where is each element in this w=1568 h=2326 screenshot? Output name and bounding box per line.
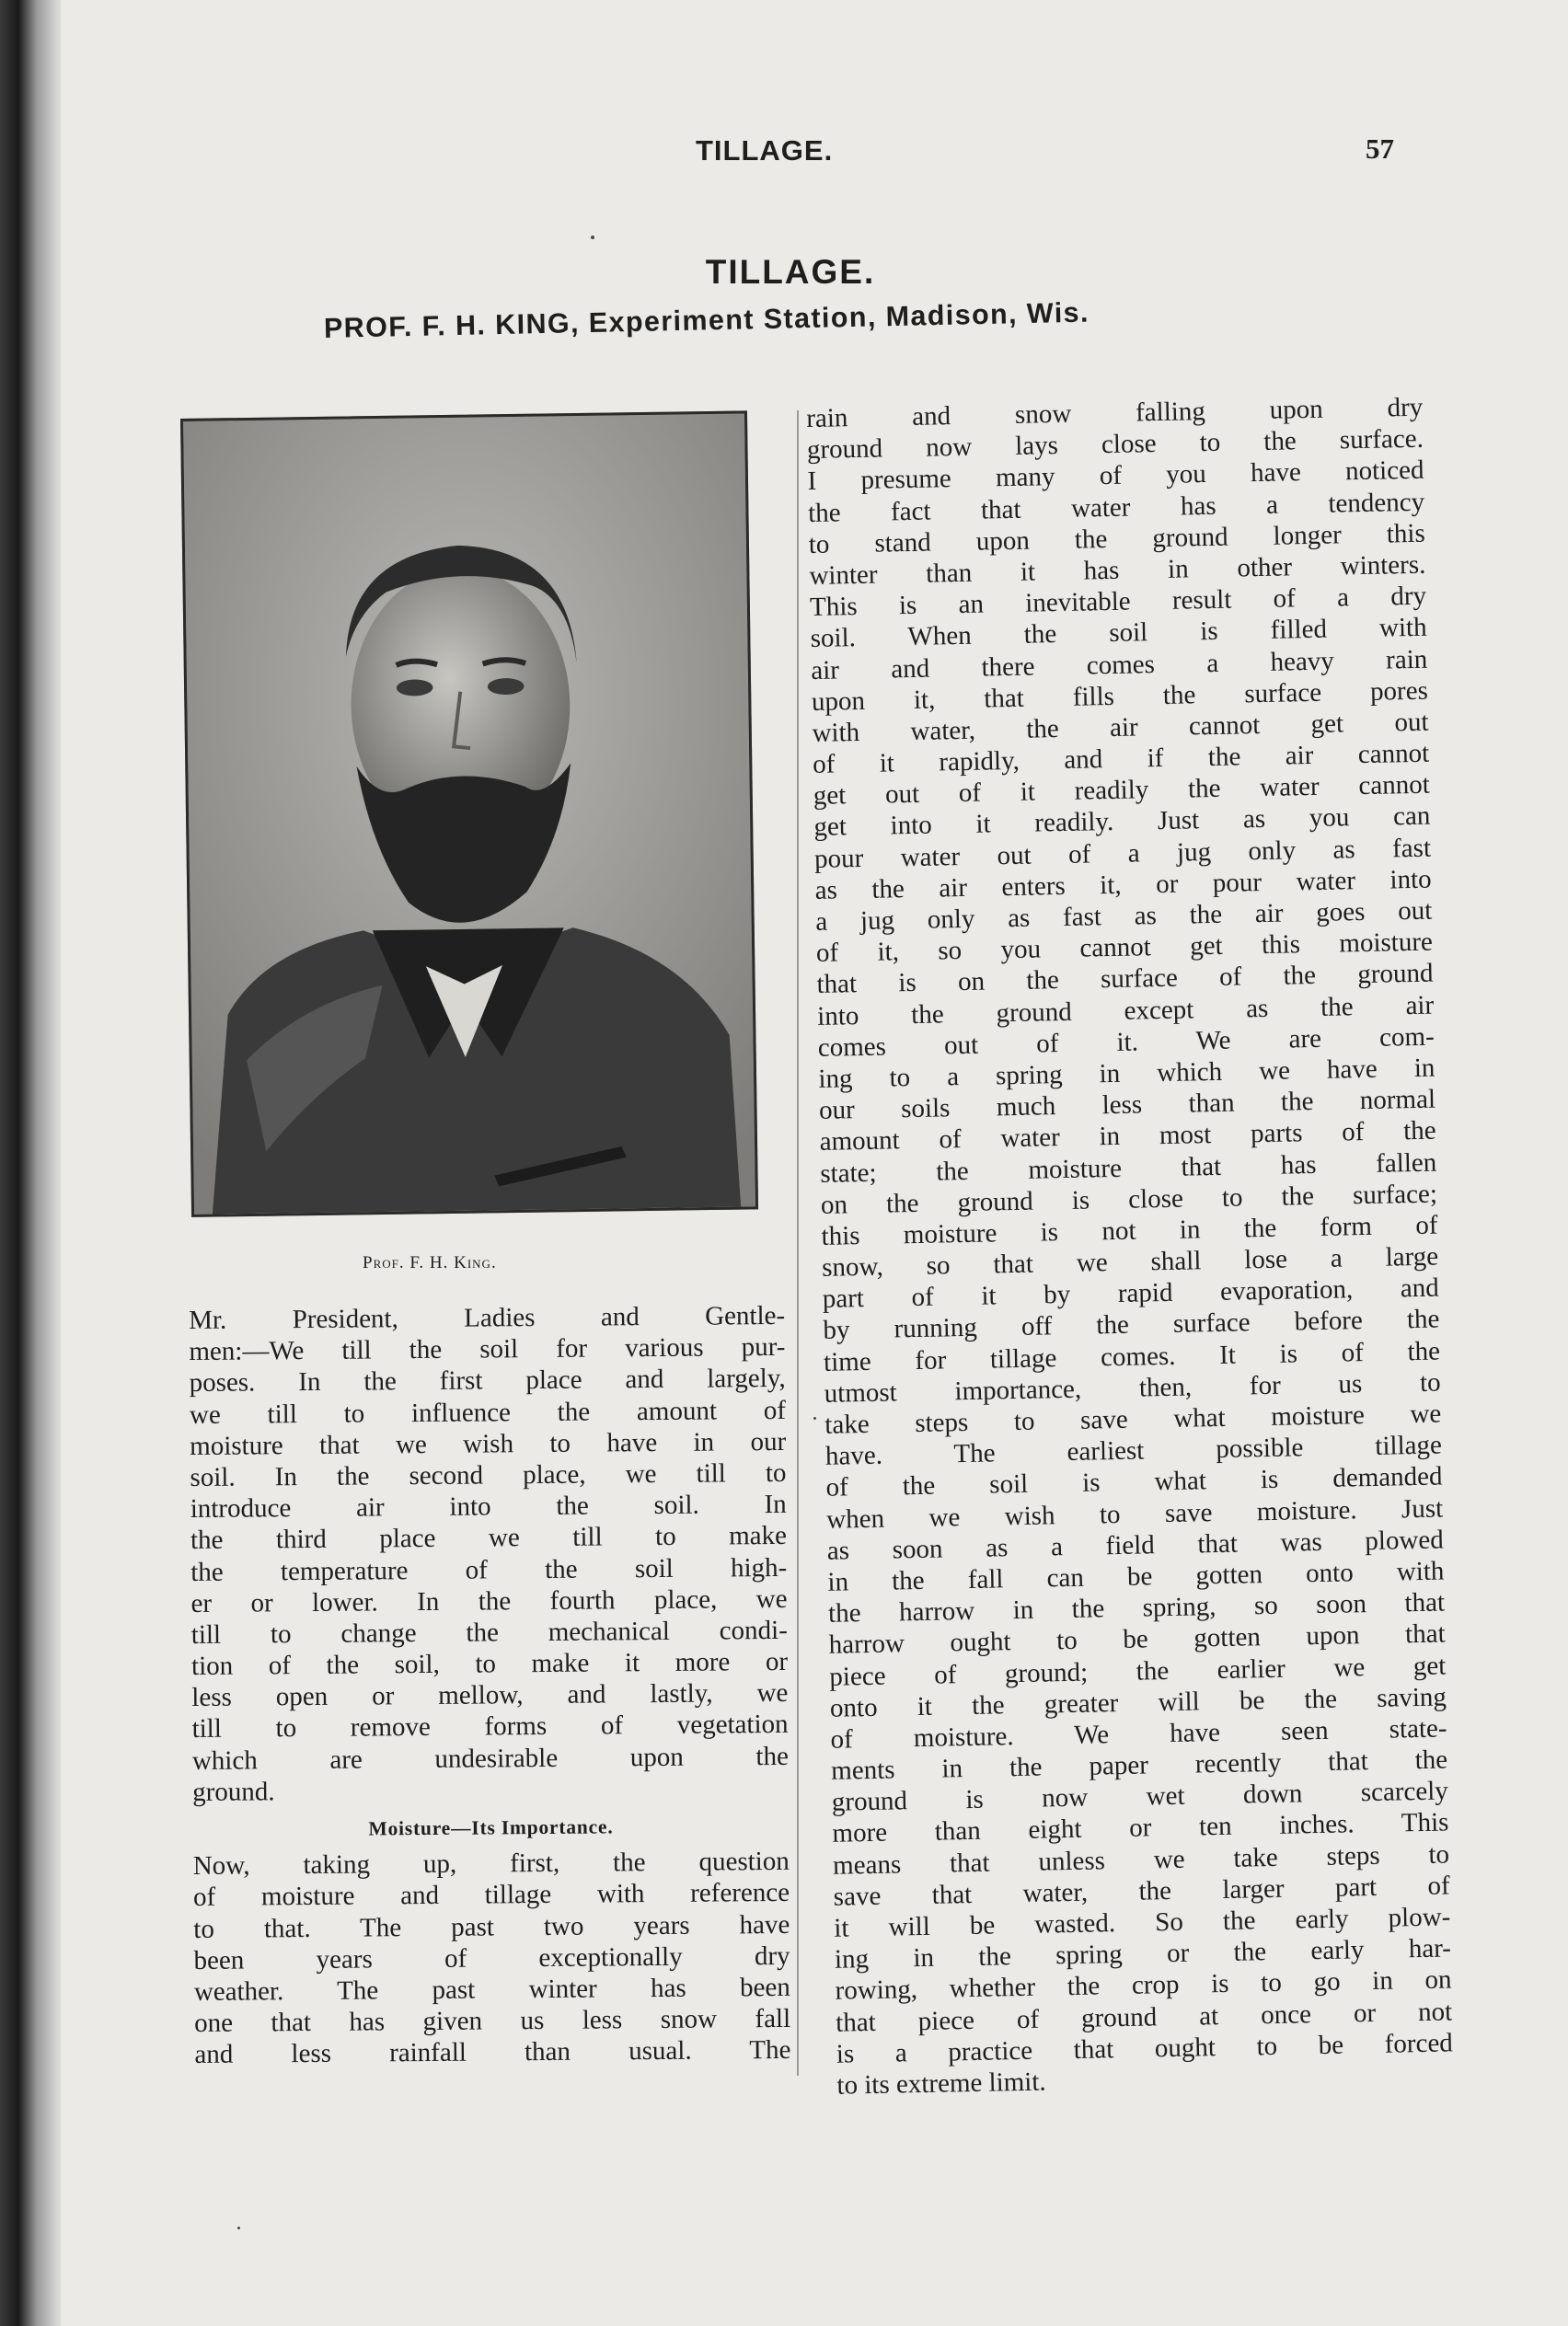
text-line: been years of exceptionally dry	[193, 1940, 790, 1975]
text-line: that piece of ground at once or not	[835, 1996, 1453, 2038]
text-line: to stand upon the ground longer this	[808, 518, 1425, 559]
text-line: of moisture. We have seen state-	[830, 1713, 1447, 1755]
text-line: this moisture is not in the form of	[821, 1210, 1438, 1251]
print-speck	[591, 236, 594, 239]
text-line: onto it the greater will be the saving	[829, 1682, 1447, 1723]
page-number: 57	[1366, 132, 1394, 165]
text-line: rain and snow falling upon dry	[806, 392, 1424, 433]
text-line: with water, the air cannot get out	[812, 707, 1429, 748]
author-byline: PROF. F. H. KING, Experiment Station, Madison, Wis.	[323, 296, 1090, 344]
text-line: on the ground is close to the surface;	[820, 1179, 1438, 1220]
text-line: in the fall can be gotten onto with	[827, 1556, 1445, 1597]
text-line: our soils much less than the normal	[818, 1084, 1436, 1125]
text-line: save that water, the larger part of	[833, 1871, 1450, 1912]
text-line: ing to a spring in which we have in	[818, 1053, 1435, 1094]
right-column	[806, 392, 1454, 2101]
text-line: Now, taking up, first, the question	[192, 1847, 790, 1882]
text-line: ing in the spring or the early har-	[834, 1933, 1452, 1975]
text-line: rowing, whether the crop is to go in on	[835, 1964, 1452, 2007]
text-line: ground.	[192, 1777, 275, 1807]
text-line: Mr. President, Ladies and Gentle-	[189, 1300, 786, 1335]
text-line: the fact that water has a tendency	[807, 487, 1425, 528]
running-head-title: TILLAGE.	[696, 134, 834, 167]
text-line: into the ground except as the air	[816, 990, 1435, 1031]
column-divider	[797, 410, 799, 2076]
text-line: which are undesirable upon the	[191, 1741, 789, 1776]
text-line: moisture that we wish to have in our	[190, 1426, 787, 1461]
text-line: introduce air into the soil. In	[190, 1490, 787, 1525]
text-line: snow, so that we shall lose a large	[821, 1241, 1439, 1283]
text-line: ground now lays close to the surface.	[806, 423, 1424, 466]
text-line: of moisture and tillage with reference	[192, 1878, 790, 1913]
text-line: we till to influence the amount of	[189, 1395, 787, 1430]
text-line: ments in the paper recently that the	[830, 1744, 1448, 1786]
print-speck	[813, 1417, 816, 1420]
author-portrait	[180, 410, 758, 1217]
text-line: of the soil is what is demanded	[825, 1461, 1443, 1503]
text-line: as the air enters it, or pour water into	[814, 864, 1432, 905]
running-head	[0, 134, 1568, 180]
text-line: part of it by rapid evaporation, and	[822, 1272, 1440, 1315]
text-line: poses. In the first place and largely,	[189, 1364, 786, 1399]
text-line: less open or mellow, and lastly, we	[191, 1678, 789, 1713]
text-line: as soon as a field that was plowed	[826, 1525, 1445, 1566]
portrait-photo	[183, 413, 755, 1214]
text-line: get out of it readily the water cannot	[813, 769, 1431, 812]
left-column	[189, 1300, 791, 2071]
text-line: get into it readily. Just as you can	[813, 801, 1431, 843]
text-line: pour water out of a jug only as fast	[813, 833, 1432, 874]
text-line: means that unless we take steps to	[832, 1839, 1450, 1881]
text-line: when we wish to save moisture. Just	[825, 1493, 1444, 1535]
text-line: weather. The past winter has been	[193, 1972, 790, 2007]
text-line: till to change the mechanical condi-	[190, 1615, 788, 1650]
text-line: men:—We till the soil for various pur-	[189, 1332, 786, 1367]
text-line: to its extreme limit.	[836, 2067, 1046, 2101]
text-line: air and there comes a heavy rain	[811, 644, 1428, 685]
text-line: to that. The past two years have	[193, 1909, 790, 1944]
text-line: it will be wasted. So the early plow-	[834, 1902, 1451, 1943]
text-line: a jug only as fast as the air goes out	[815, 895, 1433, 937]
intro-paragraph	[189, 1300, 789, 1808]
text-line: ground is now wet down scarcely	[831, 1776, 1449, 1817]
text-line: soil. In the second place, we till to	[190, 1457, 787, 1492]
text-line: and less rainfall than usual. The	[194, 2035, 791, 2070]
text-line: er or lower. In the fourth place, we	[190, 1583, 788, 1618]
text-line: state; the moisture that has fallen	[820, 1147, 1437, 1189]
text-line: is a practice that ought to be forced	[836, 2028, 1454, 2069]
figure-caption: Prof. F. H. King.	[363, 1253, 497, 1272]
text-line: the temperature of the soil high-	[190, 1552, 788, 1587]
text-line: by running off the surface before the	[823, 1304, 1440, 1346]
text-line: till to remove forms of vegetation	[191, 1710, 789, 1744]
text-line: tion of the soil, to make it more or	[190, 1646, 789, 1682]
text-line: the harrow in the spring, so soon that	[827, 1587, 1446, 1629]
text-line: utmost importance, then, for us to	[824, 1367, 1441, 1409]
text-line: the third place we till to make	[190, 1521, 788, 1556]
text-line: piece of ground; the earlier we get	[829, 1650, 1447, 1692]
text-line: comes out of it. We are com-	[817, 1021, 1435, 1063]
print-speck	[237, 2227, 240, 2229]
article-title: TILLAGE.	[705, 253, 876, 291]
section-subheading: Moisture—Its Importance.	[368, 1815, 614, 1840]
text-line: soil. When the soil is filled with	[810, 612, 1427, 654]
text-line: take steps to save what moisture we	[824, 1399, 1442, 1440]
text-line: time for tillage comes. It is of the	[823, 1336, 1441, 1377]
text-line: of it rapidly, and if the air cannot	[812, 738, 1430, 779]
text-line: I presume many of you have noticed	[807, 455, 1424, 497]
text-line: of it, so you cannot get this moisture	[815, 927, 1434, 969]
text-line: winter than it has in other winters.	[809, 549, 1426, 591]
text-line: upon it, that fills the surface pores	[811, 675, 1429, 717]
text-line: harrow ought to be gotten upon that	[828, 1618, 1446, 1661]
text-line: one that has given us less snow fall	[194, 2004, 791, 2039]
text-line: amount of water in most parts of the	[819, 1115, 1436, 1157]
text-line: have. The earliest possible tillage	[824, 1430, 1443, 1471]
moisture-paragraph	[193, 1846, 791, 2070]
text-line: more than eight or ten inches. This	[832, 1807, 1449, 1849]
text-line: that is on the surface of the ground	[816, 958, 1434, 1000]
text-line: This is an inevitable result of a dry	[809, 581, 1427, 623]
